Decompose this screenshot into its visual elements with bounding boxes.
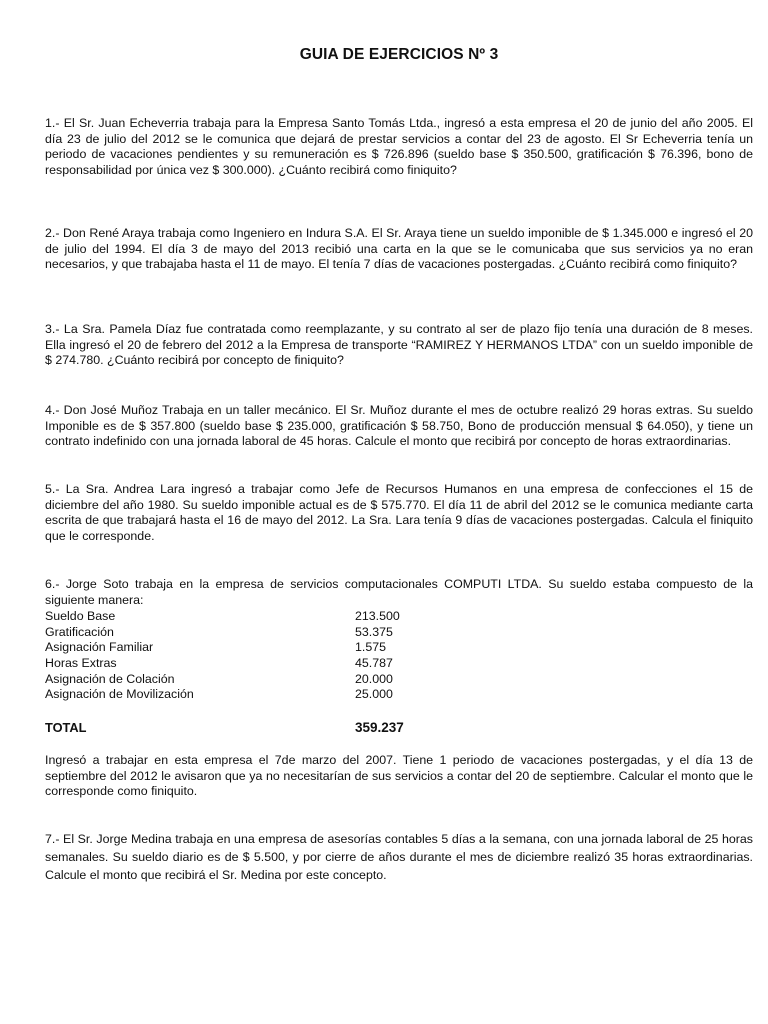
exercise-4: 4.- Don José Muñoz Trabaja en un taller mecánico. El Sr. Muñoz durante el mes de octubre realizó 29 horas extras. Su sueldo Imponible es de $ 357.800 (sueldo base $ 235.000, gratificación $ 58.750, Bono de producción mensual $ 64.050), y tiene un contrato indefinido con una jornada laboral de 45 horas. Calcule el monto que recibirá por concepto de horas extraordinarias. (45, 403, 753, 449)
salary-row (45, 687, 753, 703)
salary-row-value: 25.000 (355, 687, 393, 702)
salary-row-value: 1.575 (355, 640, 387, 655)
exercise-1: 1.- El Sr. Juan Echeverria trabaja para la Empresa Santo Tomás Ltda., ingresó a esta empresa el 20 de junio del año 2005. El día 23 de julio del 2012 se le comunica que dejará de prestar servicios a contar del 23 de agosto. El Sr Echeverria tenía un periodo de vacaciones pendientes y su remuneración es $ 726.896 (sueldo base $ 350.500, gratificación $ 76.396, bono de responsabilidad por única vez $ 300.000). ¿Cuánto recibirá como finiquito? (45, 116, 753, 178)
salary-row-label: Sueldo Base (45, 609, 116, 623)
exercise-7: 7.- El Sr. Jorge Medina trabaja en una empresa de asesorías contables 5 días a la semana, con una jornada laboral de 25 horas semanales. Su sueldo diario es de $ 5.500, y por cierre de años durante el mes de diciembre realizó 35 horas extraordinarias. Calcule el monto que recibirá el Sr. Medina por este concepto. (45, 832, 753, 883)
salary-breakdown-table (45, 609, 753, 703)
salary-total-label: TOTAL (45, 720, 87, 735)
exercise-5: 5.- La Sra. Andrea Lara ingresó a trabajar como Jefe de Recursos Humanos en una empresa de confecciones el 15 de diciembre del año 1980. Su sueldo imponible actual es de $ 575.770. El día 11 de abril del 2012 se le comunica mediante carta escrita de que trabajará hasta el 16 de mayo del 2012. La Sra. Lara tenía 9 días de vacaciones postergadas. Calcula el finiquito que le corresponde. (45, 482, 753, 544)
page-title: GUIA DE EJERCICIOS Nº 3 (299, 46, 499, 63)
salary-row (45, 656, 753, 672)
salary-row (45, 640, 753, 656)
salary-row-value: 213.500 (355, 609, 400, 623)
salary-row-label: Asignación Familiar (45, 640, 154, 655)
salary-row-label: Horas Extras (45, 656, 117, 671)
salary-row (45, 625, 753, 641)
exercise-6-outro: Ingresó a trabajar en esta empresa el 7de marzo del 2007. Tiene 1 periodo de vacaciones postergadas, y el día 13 de septiembre del 2012 le avisaron que ya no necesitarían de sus servicios a contar del 20 de septiembre. Calcular el monto que le corresponde como finiquito. (45, 753, 753, 799)
document-page (45, 0, 753, 1024)
salary-row-value: 20.000 (355, 671, 393, 686)
exercise-2: 2.- Don René Araya trabaja como Ingeniero en Indura S.A. El Sr. Araya tiene un sueldo imponible de $ 1.345.000 e ingresó el 20 de julio del 1994. El día 3 de mayo del 2013 recibió una carta en la que se le comunicaba que sus servicios ya no eran necesarios, y que trabajaba hasta el 11 de mayo. El tenía 7 días de vacaciones postergadas. ¿Cuánto recibirá como finiquito? (45, 226, 753, 272)
salary-row-label: Asignación de Colación (45, 671, 175, 686)
salary-row (45, 672, 753, 688)
salary-row (45, 609, 753, 625)
salary-row-label: Gratificación (45, 624, 114, 639)
exercise-6-intro: 6.- Jorge Soto trabaja en la empresa de servicios computacionales COMPUTI LTDA. Su sueldo estaba compuesto de la siguiente manera: (45, 577, 753, 607)
salary-row-value: 53.375 (355, 624, 393, 639)
salary-row-value: 45.787 (355, 656, 393, 671)
salary-total-row (45, 720, 753, 735)
salary-total-value: 359.237 (355, 720, 404, 735)
salary-row-label: Asignación de Movilización (45, 687, 194, 702)
exercise-3: 3.- La Sra. Pamela Díaz fue contratada como reemplazante, y su contrato al ser de plazo fijo tenía una duración de 8 meses. Ella ingresó el 20 de febrero del 2012 a la Empresa de transporte “RAMIREZ Y HERMANOS LTDA” con un sueldo imponible de $ 274.780. ¿Cuánto recibirá por concepto de finiquito? (45, 322, 753, 368)
